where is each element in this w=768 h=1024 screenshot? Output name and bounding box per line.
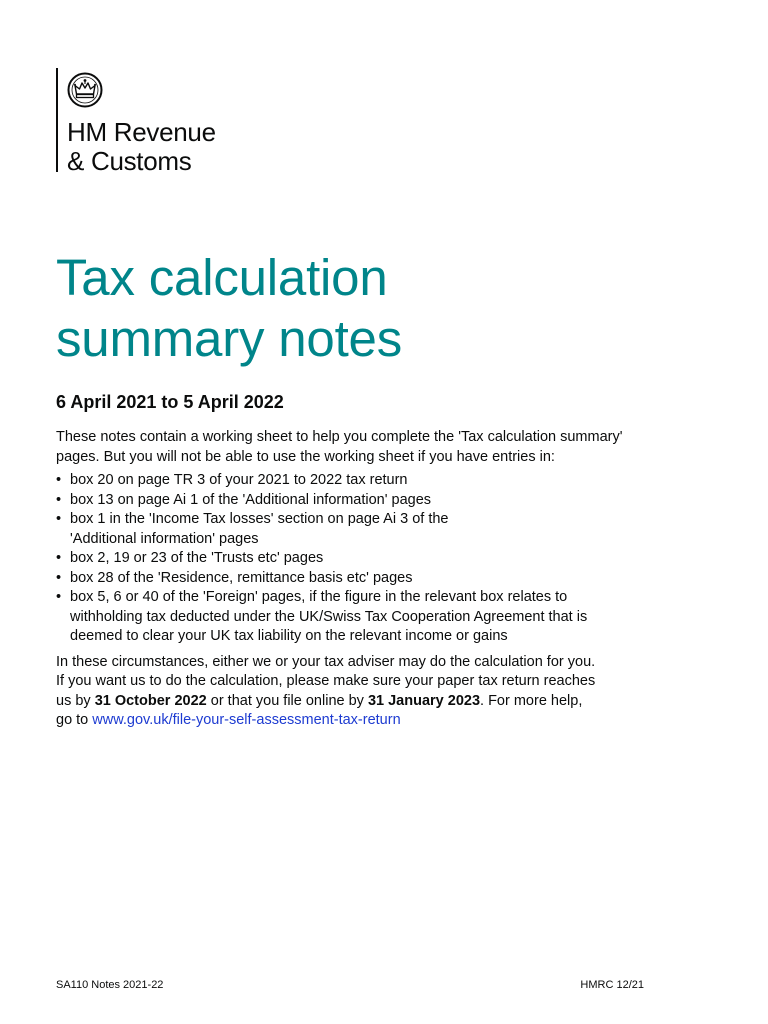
list-item-text: box 5, 6 or 40 of the 'Foreign' pages, if the figure in the relevant box relates to (70, 589, 568, 605)
intro-line-2: pages. But you will not be able to use the working sheet if you have entries in: (56, 448, 555, 465)
document-title (56, 247, 402, 369)
list-item-text: box 13 on page Ai 1 of the 'Additional information' pages (70, 491, 432, 508)
hmrc-logo (56, 68, 256, 176)
document-body (56, 428, 676, 731)
closing-paragraph (56, 653, 676, 731)
revision-reference: HMRC 12/21 (580, 979, 644, 991)
entries-list (56, 471, 676, 647)
intro-line-1: These notes contain a working sheet to help you complete the 'Tax calculation summary' (56, 429, 623, 445)
royal-crest-icon (67, 72, 103, 108)
self-assessment-link[interactable]: www.gov.uk/file-your-self-assessment-tax-return (92, 712, 401, 728)
paper-deadline: 31 October 2022 (94, 692, 207, 709)
online-deadline: 31 January 2023 (367, 692, 481, 709)
list-item-text: box 20 on page TR 3 of your 2021 to 2022 tax return (70, 472, 408, 488)
logo-divider (56, 68, 58, 172)
closing-line-2: If you want us to do the calculation, please make sure your paper tax return reaches (56, 673, 596, 689)
list-item-text: deemed to clear your UK tax liability on the relevant income or gains (70, 628, 508, 644)
org-name-line-1: HM Revenue (67, 117, 216, 147)
list-item (56, 491, 676, 511)
tax-year-heading: 6 April 2021 to 5 April 2022 (56, 392, 284, 412)
closing-line-4-pre: go to (56, 712, 93, 728)
form-reference: SA110 Notes 2021-22 (56, 979, 164, 991)
list-item (56, 549, 676, 569)
organisation-name (67, 118, 216, 176)
list-item (56, 510, 676, 549)
closing-line-1: In these circumstances, either we or your tax adviser may do the calculation for you. (56, 653, 596, 670)
list-item-text: box 1 in the 'Income Tax losses' section on page Ai 3 of the (70, 511, 449, 527)
list-item-text: withholding tax deducted under the UK/Swiss Tax Cooperation Agreement that is (70, 608, 588, 625)
title-line-1: Tax calculation (56, 249, 388, 306)
list-item-text: 'Additional information' pages (70, 530, 259, 547)
list-item (56, 471, 676, 491)
closing-line-3-post: . For more help, (480, 692, 583, 709)
intro-paragraph (56, 428, 676, 467)
org-name-line-2: & Customs (67, 146, 192, 176)
closing-line-3-mid: or that you file online by (206, 692, 368, 709)
closing-line-3-pre: us by (56, 692, 95, 709)
title-line-2: summary notes (56, 310, 403, 367)
list-item (56, 588, 676, 647)
list-item (56, 569, 676, 589)
list-item-text: box 2, 19 or 23 of the 'Trusts etc' pages (70, 550, 324, 566)
list-item-text: box 28 of the 'Residence, remittance basis etc' pages (70, 569, 413, 586)
